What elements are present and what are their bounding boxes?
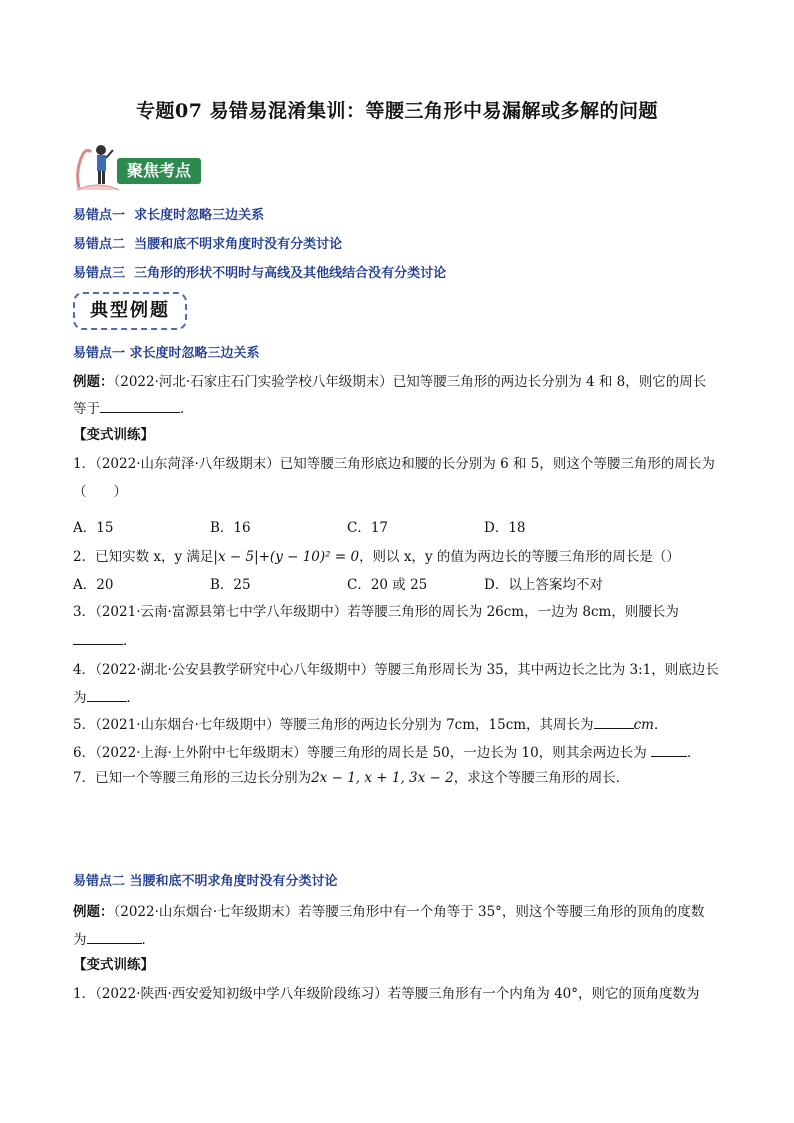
point-link-2[interactable]	[73, 233, 342, 252]
question-1-4: 4．（2022·湖北·公安县教学研究中心八年级期中）等腰三角形周长为 35，其中两边长之比为 3:1，则底边长	[73, 662, 719, 678]
example-label: 例题：	[73, 374, 114, 390]
question-1-6: 6．（2022·上海·上外附中七年级期末）等腰三角形的周长是 50，一边长为 10，则其余两边长为 ．	[73, 742, 723, 763]
section-heading-2: 易错点二 当腰和底不明求角度时没有分类讨论	[73, 874, 338, 889]
question-1-1-bracket: （ ）	[73, 484, 127, 500]
focus-badge	[73, 140, 203, 192]
q2-formula: |x − 5|+(y − 10)² = 0	[213, 549, 360, 565]
question-1-2-options	[73, 575, 723, 595]
option-d[interactable]: D．18	[484, 520, 526, 536]
q7-post: ，求这个等腰三角形的周长．	[453, 770, 630, 786]
point-link-3[interactable]	[73, 262, 446, 281]
option-b[interactable]: B．16	[210, 520, 251, 536]
example-2-cont: 为 ．	[73, 929, 723, 950]
question-1-2	[73, 547, 723, 567]
answer-blank[interactable]	[651, 742, 687, 757]
q2-pre: 2．已知实数 x，y 满足	[73, 549, 214, 565]
q5-text: 5．（2021·山东烟台·七年级期中）等腰三角形的两边长分别为 7cm，15cm，其周长为	[73, 717, 594, 733]
training-label-1: 【变式训练】	[73, 427, 154, 443]
q6-text: 6．（2022·上海·上外附中七年级期末）等腰三角形的周长是 50，一边长为 10，则其余两边长为	[73, 745, 647, 761]
example-text-cont: 为	[73, 932, 87, 948]
question-1-1-options	[73, 518, 723, 538]
question-1-4-cont: 为 ．	[73, 687, 723, 708]
point-text: 求长度时忽略三边关系	[134, 208, 265, 223]
q7-formula: 2x − 1, x + 1, 3x − 2	[311, 770, 454, 786]
option-d[interactable]: D．以上答案均不对	[484, 577, 603, 593]
point-link-1[interactable]	[73, 204, 264, 223]
example-1-cont: 等于 ．	[73, 398, 723, 419]
answer-blank[interactable]	[87, 687, 127, 702]
answer-blank[interactable]	[100, 398, 180, 413]
focus-badge-label: 聚焦考点	[117, 158, 201, 184]
point-prefix: 易错点二	[73, 237, 126, 252]
option-b[interactable]: B．25	[210, 577, 251, 593]
example-label: 例题：	[73, 904, 114, 920]
q2-post: ，则以 x，y 的值为两边长的等腰三角形的周长是（）	[359, 549, 680, 565]
question-2-1: 1．（2022·陕西·西安爱知初级中学八年级阶段练习）若等腰三角形有一个内角为 40°，则它的顶角度数为	[73, 986, 700, 1002]
point-text: 三角形的形状不明时与高线及其他线结合没有分类讨论	[134, 266, 447, 281]
example-text: （2022·山东烟台·七年级期末）若等腰三角形中有一个角等于 35°，则这个等腰三角形的顶角的度数	[113, 904, 705, 920]
point-prefix: 易错点一	[73, 208, 126, 223]
q4-cont: 为	[73, 690, 87, 706]
section-heading-1: 易错点一 求长度时忽略三边关系	[73, 346, 260, 361]
answer-blank[interactable]	[594, 714, 634, 729]
q7-pre: 7．已知一个等腰三角形的三边长分别为	[73, 770, 312, 786]
point-prefix: 易错点三	[73, 266, 126, 281]
point-text: 当腰和底不明求角度时没有分类讨论	[134, 237, 343, 252]
answer-blank[interactable]	[87, 929, 142, 944]
training-label-2: 【变式训练】	[73, 957, 154, 973]
question-1-7	[73, 768, 723, 788]
example-text: （2022·河北·石家庄石门实验学校八年级期末）已知等腰三角形的两边长分别为 4 和 8，则它的周长	[113, 374, 707, 390]
option-a[interactable]: A．20	[73, 577, 114, 593]
example-2	[73, 902, 723, 922]
question-1-3: 3．（2021·云南·富源县第七中学八年级期中）若等腰三角形的周长为 26cm，一边为 8cm，则腰长为	[73, 604, 679, 620]
student-illustration-icon	[73, 140, 123, 192]
option-c[interactable]: C．17	[347, 520, 389, 536]
question-1-1: 1．（2022·山东菏泽·八年级期末）已知等腰三角形底边和腰的长分别为 6 和 5，则这个等腰三角形的周长为	[73, 456, 715, 472]
page-title: 专题07 易错易混淆集训：等腰三角形中易漏解或多解的问题	[135, 100, 659, 122]
option-a[interactable]: A．15	[73, 520, 114, 536]
example-text-cont: 等于	[73, 401, 100, 417]
question-1-5: 5．（2021·山东烟台·七年级期中）等腰三角形的两边长分别为 7cm，15cm，其周长为 cm．	[73, 714, 723, 735]
example-1	[73, 372, 723, 392]
question-1-3-blank: ．	[73, 630, 723, 651]
option-c[interactable]: C．20 或 25	[347, 577, 428, 593]
typical-examples-label: 典型例题	[73, 292, 187, 330]
answer-blank[interactable]	[73, 630, 123, 645]
q5-unit: cm	[633, 717, 654, 733]
